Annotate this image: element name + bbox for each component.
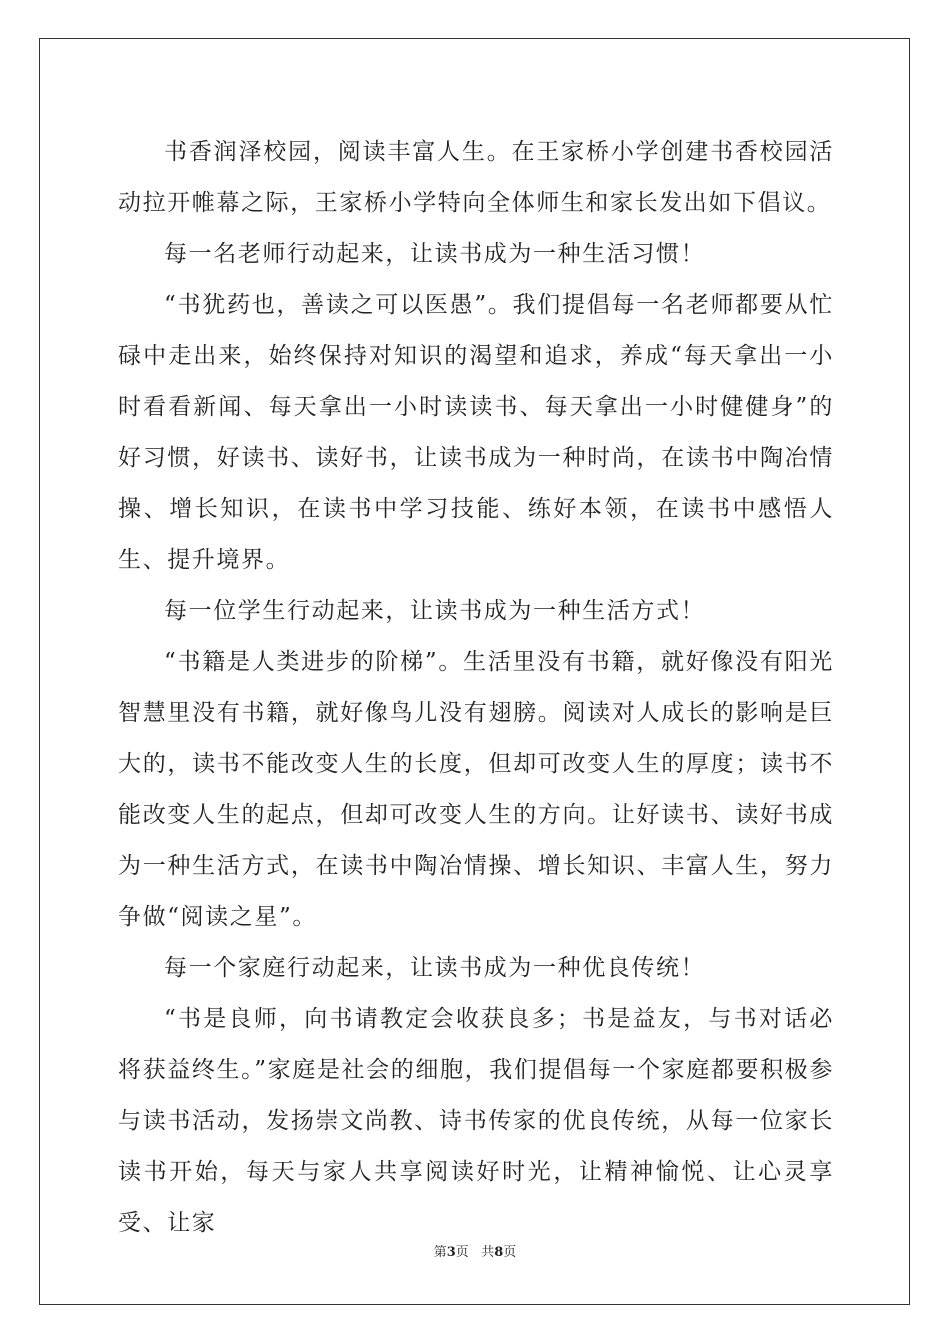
- heading-families: 每一个家庭行动起来，让读书成为一种优良传统！: [164, 955, 706, 981]
- page-suffix: 页: [455, 1245, 469, 1260]
- paragraph-teachers: “书犹药也，善读之可以医愚”。我们提倡每一名老师都要从忙碌中走出来，始终保持对知识的渴望和追求，养成“每天拿出一小时看看新闻、每天拿出一小时读读书、每天拿出一小时健健身”的好习惯，好读书、读好书，让读书成为一种时尚，在读书中陶冶情操、增长知识，在读书中学习技能、练好本领，在读书中感悟人生、提升境界。: [118, 292, 834, 573]
- total-page-number: 8: [494, 1245, 504, 1260]
- heading-teachers: 每一名老师行动起来，让读书成为一种生活习惯！: [164, 241, 706, 267]
- page-footer: [0, 1244, 950, 1262]
- page-prefix: 第: [433, 1245, 447, 1260]
- paragraph-intro: 书香润泽校园，阅读丰富人生。在王家桥小学创建书香校园活动拉开帷幕之际，王家桥小学特向全体师生和家长发出如下倡议。: [118, 139, 834, 216]
- current-page-number: 3: [446, 1245, 456, 1260]
- document-body: [118, 127, 834, 1249]
- total-suffix: 页: [503, 1245, 517, 1260]
- paragraph-families: “书是良师，向书请教定会收获良多；书是益友，与书对话必将获益终生。”家庭是社会的细胞，我们提倡每一个家庭都要积极参与读书活动，发扬崇文尚教、诗书传家的优良传统，从每一位家长读书开始，每天与家人共享阅读好时光，让精神愉悦、让心灵享受、让家: [118, 1006, 834, 1236]
- paragraph-students: “书籍是人类进步的阶梯”。生活里没有书籍，就好像没有阳光智慧里没有书籍，就好像鸟儿没有翅膀。阅读对人成长的影响是巨大的，读书不能改变人生的长度，但却可改变人生的厚度；读书不能改变人生的起点，但却可改变人生的方向。让好读书、读好书成为一种生活方式，在读书中陶冶情操、增长知识、丰富人生，努力争做“阅读之星”。: [118, 649, 834, 930]
- total-prefix: 共: [481, 1245, 495, 1260]
- heading-students: 每一位学生行动起来，让读书成为一种生活方式！: [164, 598, 706, 624]
